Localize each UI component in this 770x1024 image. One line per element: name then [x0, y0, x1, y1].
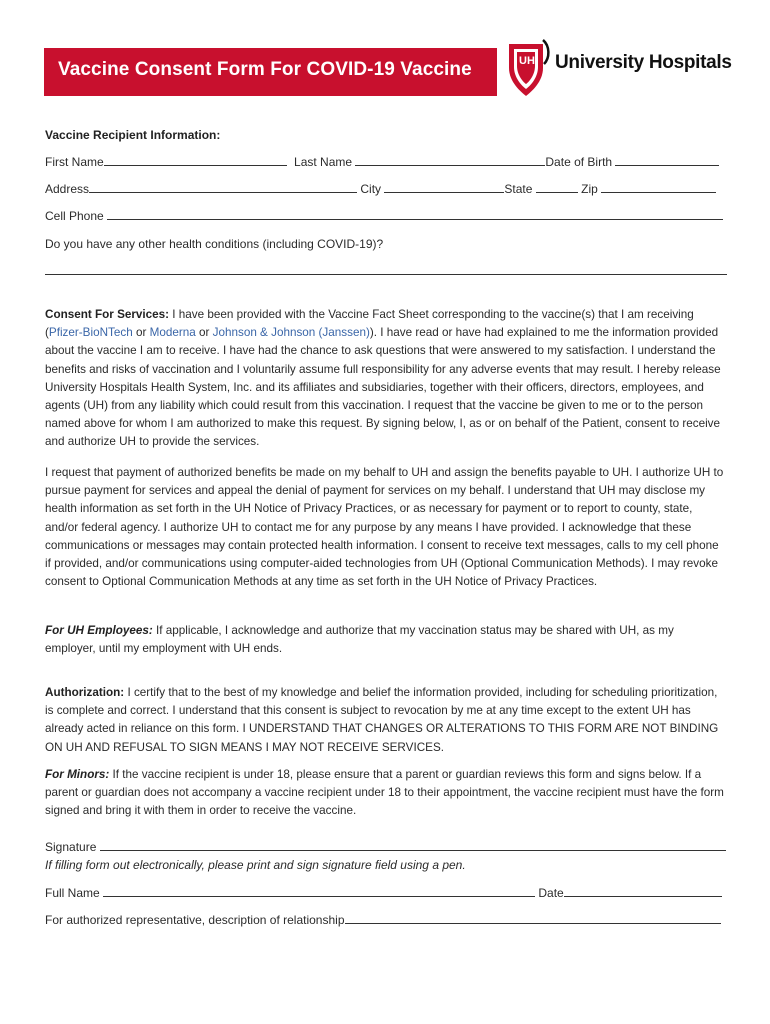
- full-name-label: Full Name: [45, 886, 100, 900]
- representative-row: [45, 912, 721, 928]
- last-name-field[interactable]: [355, 154, 545, 166]
- minors-text: If the vaccine recipient is under 18, please ensure that a parent or guardian reviews this form and signs below. If a parent or guardian does not accompany a vaccine recipient under 18 to their appointment, the vaccine recipient must have the form signed and bring it with them in order to receive the vaccine.: [45, 768, 724, 818]
- zip-label: Zip: [581, 182, 598, 196]
- vaccine-moderna: Moderna: [149, 326, 196, 340]
- signature-label: Signature: [45, 840, 97, 854]
- date-label: Date: [538, 886, 564, 900]
- cell-row: [45, 208, 723, 224]
- date-field[interactable]: [564, 885, 722, 897]
- address-field[interactable]: [89, 181, 357, 193]
- health-conditions-field[interactable]: [45, 274, 727, 275]
- first-name-field[interactable]: [104, 154, 287, 166]
- employees-heading: For UH Employees:: [45, 624, 153, 637]
- full-name-row: [45, 885, 722, 901]
- representative-label: For authorized representative, description of relationship: [45, 913, 345, 927]
- authorization-paragraph: [45, 684, 727, 757]
- page-title: Vaccine Consent Form For COVID-19 Vaccine: [58, 59, 472, 80]
- address-label: Address: [45, 182, 90, 196]
- cell-label: Cell Phone: [45, 209, 104, 223]
- state-label: State: [504, 182, 533, 196]
- consent-heading: Consent For Services:: [45, 308, 170, 321]
- consent-text-2: ). I have read or have had explained to me the information provided about the vaccine I am to receive. I have had the chance to ask questions that were answered to my satisfaction. I understand the benefits and risks of vaccination and I voluntarily assume full responsibility for any adverse events that may result. I hereby release University Hospitals Health System, Inc. and its affiliates and subsidiaries, together with their officers, directors, employees, and agents (UH) from any liability which could result from this vaccination. I request that the vaccine be given to me or to the person named above for whom I am authorized to make this request. By signing below, I, as or on behalf of the Patient, consent to receive and authorize UH to provide the services.: [45, 326, 721, 449]
- logo-initials: UH: [519, 55, 535, 67]
- signature-field[interactable]: [100, 839, 726, 851]
- minors-paragraph: [45, 766, 727, 821]
- minors-heading: For Minors:: [45, 768, 110, 781]
- consent-paragraph: [45, 306, 727, 452]
- address-row: [45, 181, 716, 197]
- payment-paragraph: I request that payment of authorized benefits be made on my behalf to UH and assign the benefits payable to UH. I authorize UH to pursue payment for services and appeal the denial of payment for services on my behalf. I understand that UH may disclose my health information as set forth in the UH Notice of Privacy Practices, or as necessary for payment or to report to county, state, and/or federal agency. I authorize UH to contact me for any purpose by any means I have provided. I acknowledge that these communications or messages may contain protected health information. I consent to receive text messages, calls to my cell phone if provided, and/or communications using computer-aided technologies from UH (Optional Communication Methods). I may revoke consent to Optional Communication Methods at any time as set forth in the UH Notice of Privacy Practices.: [45, 466, 724, 589]
- full-name-field[interactable]: [103, 885, 535, 897]
- uh-shield-icon: [503, 34, 555, 100]
- employees-paragraph: [45, 622, 727, 658]
- dob-field[interactable]: [615, 154, 719, 166]
- consent-text-1: I have been provided with the Vaccine Fact Sheet corresponding to the vaccine(s) that I am receiving (: [45, 308, 694, 340]
- consent-or-1: or: [132, 326, 150, 340]
- representative-field[interactable]: [345, 912, 721, 924]
- first-name-label: First Name: [45, 155, 104, 169]
- zip-field[interactable]: [601, 181, 716, 193]
- city-field[interactable]: [384, 181, 504, 193]
- vaccine-pfizer: Pfizer-BioNTech: [48, 326, 133, 340]
- last-name-label: Last Name: [294, 155, 353, 169]
- cell-field[interactable]: [107, 208, 723, 220]
- vaccine-janssen: Johnson & Johnson (Janssen): [212, 326, 370, 340]
- header-banner: [44, 48, 497, 96]
- consent-or-2: or: [195, 326, 213, 340]
- city-label: City: [360, 182, 382, 196]
- dob-label: Date of Birth: [545, 155, 613, 169]
- employees-text: If applicable, I acknowledge and authorize that my vaccination status may be shared with UH, as my employer, until my employment with UH ends.: [45, 624, 674, 656]
- authorization-heading: Authorization:: [45, 686, 125, 699]
- name-row: [45, 154, 719, 170]
- signature-note: If filling form out electronically, please print and sign signature field using a pen.: [45, 858, 466, 872]
- uh-logo: [503, 34, 733, 100]
- state-field[interactable]: [536, 181, 578, 193]
- authorization-text: I certify that to the best of my knowledge and belief the information provided, including for scheduling prioritization, is complete and correct. I understand that this consent is subject to revocation by me at any time except to the extent UH has already acted in reliance on this form. I UNDERSTAND THAT CHANGES OR ALTERATIONS TO THIS FORM ARE NOT BINDING ON UH AND REFUSAL TO SIGN MEANS I MAY NOT RECEIVE SERVICES.: [45, 686, 719, 754]
- recipient-heading: Vaccine Recipient Information:: [45, 128, 221, 142]
- health-question: Do you have any other health conditions (including COVID-19)?: [45, 237, 384, 251]
- logo-text: University Hospitals: [555, 52, 732, 73]
- signature-row: [45, 839, 726, 855]
